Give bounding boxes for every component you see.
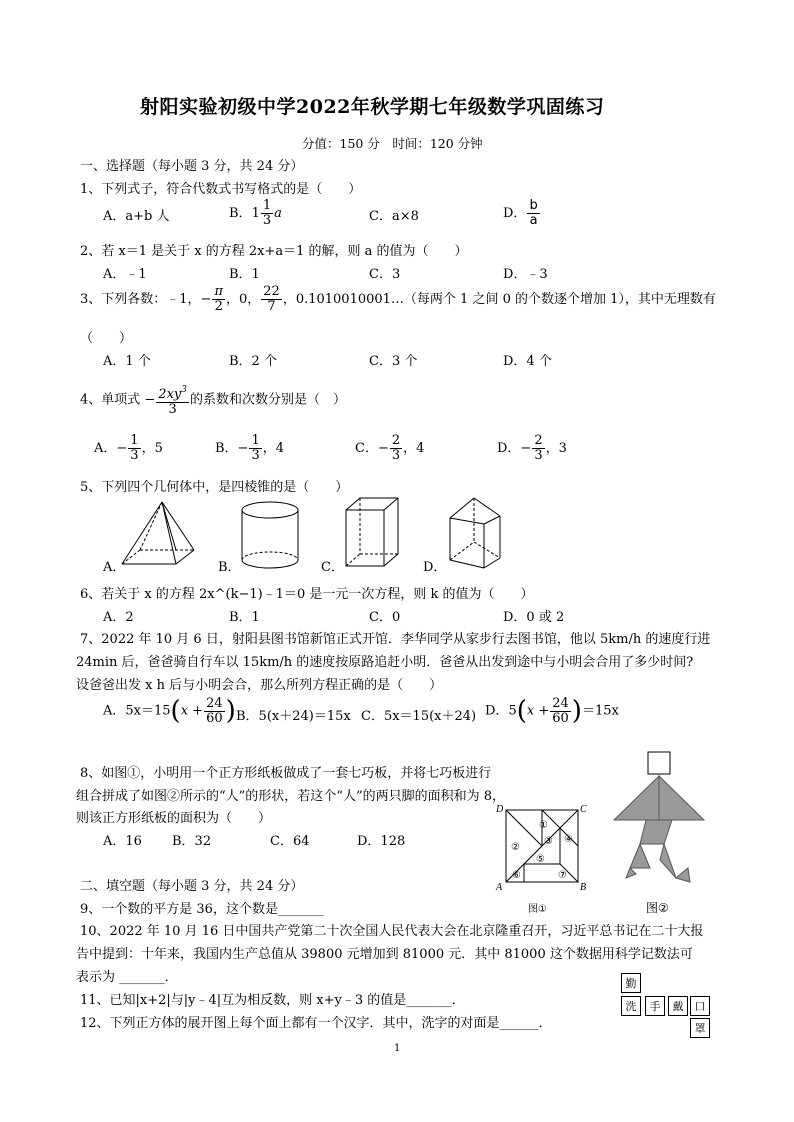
option-b: B．32 xyxy=(172,834,212,849)
triangular-prism-figure xyxy=(444,494,506,574)
expr-part: 5 xyxy=(508,703,517,719)
option-label: D．− xyxy=(497,441,532,456)
piece-label: ⑤ xyxy=(536,854,545,865)
answer-paren: （ ） xyxy=(80,331,133,346)
net-cell: 手 xyxy=(645,996,665,1016)
option-b-label: B． xyxy=(218,560,241,575)
fraction xyxy=(204,697,225,726)
option-d: D．0 或 2 xyxy=(503,610,565,625)
denominator: 60 xyxy=(552,710,569,726)
fraction xyxy=(261,199,273,228)
paren: ( xyxy=(516,696,527,726)
point-label-b: B xyxy=(580,882,587,893)
piece-label: ③ xyxy=(544,836,553,847)
option-c: C．3 xyxy=(369,267,401,282)
question-line: 10、2022 年 10 月 16 日中国共产党第二十次全国人民代表大会在北京隆重召开，习近平总书记在二十大报 xyxy=(80,924,704,939)
option-label: A． xyxy=(103,703,126,719)
denominator: 60 xyxy=(206,710,223,726)
option-tail: ，4 xyxy=(262,441,285,456)
fraction xyxy=(212,285,225,314)
denominator: 3 xyxy=(262,213,272,228)
denominator: 3 xyxy=(251,448,260,463)
paren: ) xyxy=(225,696,236,726)
denominator: 3 xyxy=(130,448,139,463)
question-line: 8、如图①，小明用一个正方形纸板做成了一套七巧板，并将七巧板进行 xyxy=(80,766,492,781)
net-cell: 罩 xyxy=(690,1018,710,1038)
section-heading: 一、选择题（每小题 3 分，共 24 分） xyxy=(80,159,304,174)
numerator: 2 xyxy=(534,433,543,448)
numerator: π xyxy=(214,284,223,299)
figure-caption: 图② xyxy=(646,901,669,915)
cylinder-figure xyxy=(236,498,306,572)
paren: ) xyxy=(571,696,582,726)
option-tail: ，4 xyxy=(403,441,425,456)
stem-part: ，0， xyxy=(225,292,261,307)
net-cell: 口 xyxy=(690,996,710,1016)
question-stem: 6、若关于 x 的方程 2x^(k−1)﹣1＝0 是一元一次方程，则 k 的值为（ ） xyxy=(80,587,534,602)
point-label-c: C xyxy=(580,804,587,815)
question-stem: 1、下列式子，符合代数式书写格式的是（ ） xyxy=(80,182,362,197)
option-c xyxy=(355,434,424,463)
fraction xyxy=(527,199,539,228)
exponent: 3 xyxy=(181,385,187,395)
denominator: 7 xyxy=(267,299,276,314)
option-c: C．3 个 xyxy=(369,354,418,369)
piece-label: ④ xyxy=(564,834,573,845)
option-label: A．− xyxy=(94,441,128,456)
stem-part: ，0.1010010001…（每两个 1 之间 0 的个数逐个增加 1），其中无理数有 xyxy=(282,292,716,307)
option-b xyxy=(215,434,284,463)
option-a: A．2 xyxy=(103,610,134,625)
option-c: C．5x＝15(x＋24) xyxy=(361,709,477,724)
option-b xyxy=(229,199,282,228)
numerator-base: 2xy xyxy=(158,387,182,402)
net-cell: 戴 xyxy=(668,996,688,1016)
option-b: B．5(x＋24)＝15x xyxy=(236,709,351,724)
question-line: 7、2022 年 10 月 6 日，射阳县图书馆新馆正式开馆．李华同学从家步行去图书馆，他以 5km/h 的速度行进 xyxy=(80,632,711,647)
option-label: D． xyxy=(485,703,509,719)
numerator: 1 xyxy=(251,433,260,448)
stem-part: 的系数和次数分别是（ ） xyxy=(189,392,346,408)
net-cell: 洗 xyxy=(621,996,641,1016)
page-number: 1 xyxy=(394,1043,401,1054)
question-stem: 2、若 x＝1 是关于 x 的方程 2x+a＝1 的解，则 a 的值为（ ） xyxy=(80,244,468,259)
numerator xyxy=(156,383,189,403)
numerator: 2 xyxy=(391,433,401,448)
exam-info: 分值：150 分 时间：120 分钟 xyxy=(302,136,483,151)
fraction xyxy=(550,697,571,726)
denominator: 3 xyxy=(391,448,401,463)
option-c: C．a×8 xyxy=(369,209,419,224)
question-line: 组合拼成了如图②所示的“人”的形状，若这个“人”的两只脚的面积和为 8， xyxy=(76,789,505,804)
denominator: 3 xyxy=(534,448,543,463)
point-label-a: A xyxy=(496,882,503,893)
expr-part: 5x＝15 xyxy=(125,703,171,719)
option-d: D．4 个 xyxy=(503,354,552,369)
option-a: A．16 xyxy=(103,834,142,849)
option-label: B．− xyxy=(215,441,249,456)
question-stem: 5、下列四个几何体中，是四棱锥的是（ ） xyxy=(80,480,349,495)
fraction xyxy=(390,434,402,463)
numerator: b xyxy=(529,198,538,213)
option-tail: ，3 xyxy=(545,441,567,456)
option-b: B．1 xyxy=(229,267,260,282)
option-c-label: C． xyxy=(321,560,344,575)
fraction xyxy=(261,285,282,314)
stem-part: 4、单项式 − xyxy=(80,392,156,408)
question-line: 告中提到：十年来，我国内生产总值从 39800 元增加到 81000 元．其中 81000 这个数据用科学记数法可 xyxy=(76,947,693,962)
denominator: 3 xyxy=(168,402,177,417)
piece-label: ⑥ xyxy=(512,870,521,881)
net-cell: 勤 xyxy=(621,973,641,993)
piece-label: ② xyxy=(511,842,520,853)
denominator: 2 xyxy=(214,299,223,314)
option-d-label: D． xyxy=(423,560,447,575)
question-stem: 9、一个数的平方是 36，这个数是_______ xyxy=(80,902,324,917)
numerator: 24 xyxy=(552,695,569,711)
question-stem xyxy=(80,383,346,417)
option-a: A．1 个 xyxy=(103,354,151,369)
option-d: D．128 xyxy=(357,834,406,849)
option-c: C．0 xyxy=(369,610,401,625)
option-a xyxy=(94,434,163,463)
stem-part: 3、下列各数：﹣1，− xyxy=(80,292,212,307)
question-line: 设爸爸出发 x h 后与小明会合，那么所列方程正确的是（ ） xyxy=(76,678,443,693)
question-stem xyxy=(80,285,716,314)
fraction xyxy=(128,434,140,463)
denominator: a xyxy=(529,213,538,228)
figure-caption: 图① xyxy=(528,904,547,915)
option-label: C．− xyxy=(355,441,389,456)
option-a xyxy=(103,696,236,726)
option-a-label: A． xyxy=(103,560,126,575)
section-heading: 二、填空题（每小题 3 分，共 24 分） xyxy=(80,879,304,894)
option-d: D．﹣3 xyxy=(503,267,548,282)
mixed-whole: 1 xyxy=(251,206,260,221)
option-tail: ，5 xyxy=(141,441,163,456)
variable: a xyxy=(274,206,282,221)
tangram-person-figure xyxy=(606,748,718,918)
fraction xyxy=(249,434,261,463)
point-label-d: D xyxy=(496,804,504,815)
option-d xyxy=(503,199,541,228)
paren: ( xyxy=(170,696,181,726)
page-title: 射阳实验初级中学2022年秋学期七年级数学巩固练习 xyxy=(140,96,605,118)
tangram-square-figure xyxy=(494,800,590,916)
piece-label: ⑦ xyxy=(558,870,567,881)
question-line: 则该正方形纸板的面积为（ ） xyxy=(76,811,272,826)
numerator: 1 xyxy=(130,433,139,448)
question-line: 24min 后，爸爸骑自行车以 15km/h 的速度按原路追赶小明．爸爸从出发到途中与小明会合用了多少时间? xyxy=(76,655,694,670)
question-stem: 11、已知|x+2|与|y﹣4|互为相反数，则 x+y﹣3 的值是_______． xyxy=(80,993,465,1008)
option-a: A．﹣1 xyxy=(103,267,147,282)
fraction xyxy=(532,434,544,463)
prism-figure xyxy=(340,494,402,574)
numerator: 24 xyxy=(206,695,223,711)
expr-part: ＝15x xyxy=(581,703,619,719)
option-a: A．a+b 人 xyxy=(103,209,170,224)
expr-part: x + xyxy=(526,703,550,719)
numerator: 22 xyxy=(263,284,280,299)
question-line: 表示为 _______． xyxy=(76,970,178,985)
option-b: B．1 xyxy=(229,610,260,625)
option-label: B． xyxy=(229,206,252,221)
option-c: C．64 xyxy=(270,834,310,849)
option-d xyxy=(485,696,619,726)
option-label: D． xyxy=(503,206,527,221)
fraction xyxy=(156,383,189,417)
numerator: 1 xyxy=(262,198,272,213)
question-stem: 12、下列正方体的展开图上每个面上都有一个汉字．其中，洗字的对面是______． xyxy=(80,1016,552,1031)
option-d xyxy=(497,434,567,463)
expr-part: x + xyxy=(180,703,204,719)
piece-label: ① xyxy=(539,820,548,831)
pyramid-figure xyxy=(118,498,198,570)
option-b: B．2 个 xyxy=(229,354,277,369)
